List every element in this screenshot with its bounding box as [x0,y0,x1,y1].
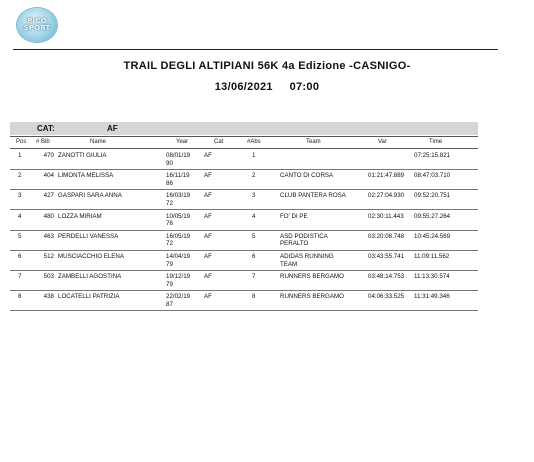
cell-name: LIMONTA MELISSA [58,172,114,180]
cell-year: 19/12/19 79 [166,273,191,288]
cell-pos: 8 [18,293,22,301]
table-header [10,136,478,149]
cell-year: 16/03/19 72 [166,192,191,207]
cell-team: ADIDAS RUNNING TEAM [280,253,334,268]
table-row [10,149,478,170]
cell-pos: 1 [18,152,22,159]
col-team: Team [306,139,321,145]
pico-sport-logo [17,8,57,42]
cell-name: ZAMBELLI AGOSTINA [58,273,122,281]
table-row [10,230,478,251]
cell-cat: AF [204,212,212,220]
cell-time: 10:45:24.569 [414,232,451,240]
col-bib: # Bib [36,139,50,145]
cell-abs: 2 [252,172,256,180]
cell-name: GASPARI SARA ANNA [58,192,122,200]
race-title: TRAIL DEGLI ALTIPIANI 56K 4a Edizione -CASNIGO- [123,60,411,72]
cell-time: 09:52:20.751 [414,192,451,200]
cell-abs: 7 [252,273,256,281]
col-pos: Pos [16,139,27,145]
logo-line-2: SPORT [23,24,51,32]
cell-time: 09:55:27.264 [414,212,451,220]
cell-name: PERDELLI VANESSA [58,232,119,240]
cell-bib: 512 [43,253,54,260]
cell-name: LOZZA MIRIAM [58,212,102,220]
cell-var: 01:21:47.889 [368,172,405,180]
table-row [10,210,478,231]
cell-team: CANTO DI CORSA [280,172,334,180]
cell-time: 07:25:15.821 [414,152,451,159]
cell-time: 11:13:30.574 [414,273,450,281]
cell-year: 10/05/19 76 [166,212,191,228]
cell-var: 03:48:14.753 [368,273,405,281]
cell-cat: AF [204,232,212,240]
header-divider [13,49,498,50]
cell-bib: 463 [43,232,54,240]
cell-name: LOCATELLI PATRIZIA [58,293,120,301]
cell-time: 08:47:03.710 [414,172,451,180]
logo-line-1: PICO [27,17,47,25]
cell-cat: AF [204,152,212,159]
cell-team: RUNNERS BERGAMO [280,273,344,281]
cell-time: 11:09:11.562 [414,253,450,260]
table-row [10,270,478,291]
category-bar [10,122,478,135]
cell-name: MUSCIACCHIO ELENA [58,253,125,260]
cell-pos: 3 [18,192,22,200]
cell-bib: 480 [43,212,54,220]
col-year: Year [176,139,189,145]
table-row [10,250,478,271]
col-cat: Cat [214,139,224,145]
cell-bib: 438 [43,293,54,301]
cell-cat: AF [204,253,212,260]
cell-abs: 5 [252,232,256,240]
cell-year: 14/04/19 79 [166,253,191,268]
cell-year: 16/11/19 86 [166,172,190,187]
cell-pos: 4 [18,212,22,220]
cell-var: 02:30:11.443 [368,212,404,220]
col-var: Var [378,139,387,145]
race-datetime: 13/06/2021 07:00 [214,81,320,93]
cell-cat: AF [204,293,212,301]
cell-year: 08/01/19 90 [166,152,191,167]
cell-var: 03:43:55.741 [368,253,405,260]
cell-abs: 6 [252,253,256,260]
cell-pos: 2 [18,172,22,180]
cell-team: CLUB PANTERA ROSA [280,192,346,200]
cell-abs: 3 [252,192,256,200]
cell-team: FO' DI PE [280,212,308,220]
cell-name: ZANOTTI GIULIA [58,152,107,159]
cell-abs: 1 [252,152,256,159]
cell-bib: 427 [43,192,54,200]
cell-var: 03:20:08.748 [368,232,405,240]
table-row [10,290,478,311]
table-row [10,169,478,190]
cell-team: RUNNERS BERGAMO [280,293,344,301]
table-row [10,189,478,210]
col-time: Time [429,139,443,145]
cell-cat: AF [204,273,212,281]
cell-pos: 6 [18,253,22,260]
cell-var: 04:06:33.525 [368,293,405,301]
cell-pos: 5 [18,232,22,240]
cell-bib: 404 [43,172,54,180]
cell-bib: 470 [43,152,54,159]
cell-year: 16/05/19 72 [166,232,191,248]
col-abs: #Abs [247,139,261,145]
cell-cat: AF [204,172,212,180]
cell-var: 02:27:04.930 [368,192,405,200]
cell-cat: AF [204,192,212,200]
cell-pos: 7 [18,273,22,281]
category-value: AF [107,124,118,133]
cell-team: ASD PODISTICA PERALTO [280,232,328,248]
cell-bib: 503 [43,273,54,281]
category-label: CAT: [37,124,55,133]
cell-year: 22/02/19 87 [166,293,191,308]
cell-abs: 4 [252,212,256,220]
cell-time: 11:31:49.346 [414,293,450,301]
col-name: Name [90,139,107,145]
cell-abs: 8 [252,293,256,301]
